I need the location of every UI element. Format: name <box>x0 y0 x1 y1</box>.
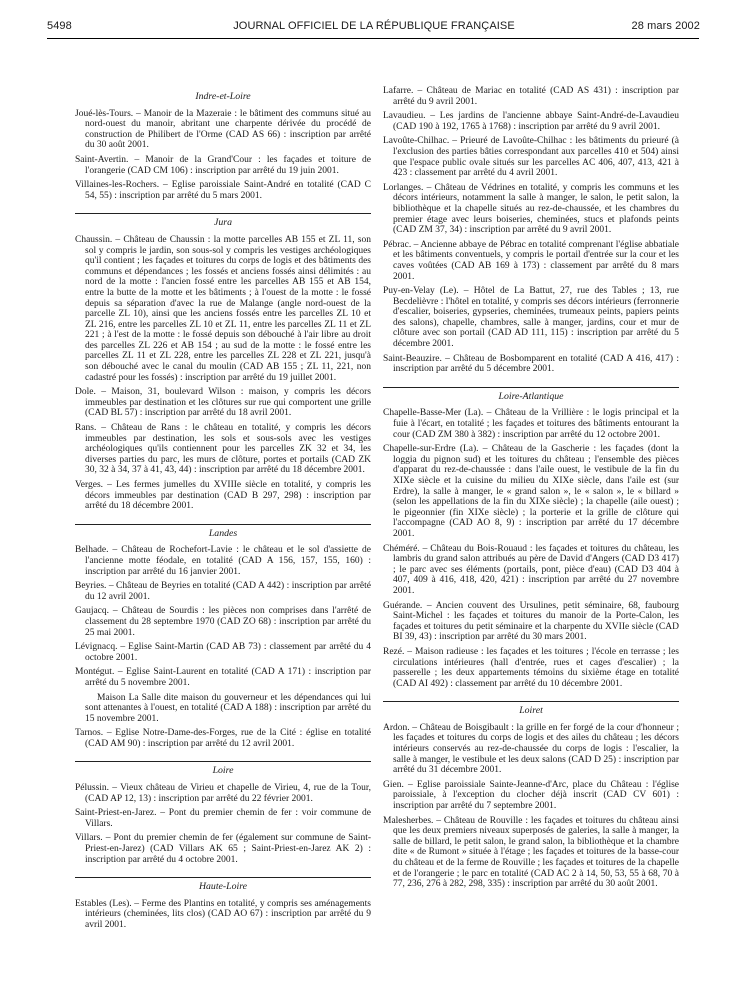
monument-entry: Ardon. – Château de Boisgibault : la grille en fer forgé de la cour d'honneur ; les façades et toitures du corps de logis et des ailes du château ; les décors intérieurs conservés au rez-de-chaussée du corps de logis : l'escalier, la salle à manger, le vestibule et les deux salons (CAD D 25) : inscription par arrêté du 31 décembre 2001. <box>383 722 679 776</box>
region-section <box>75 524 371 762</box>
issue-date: 28 mars 2002 <box>631 20 700 32</box>
left-column <box>75 90 371 943</box>
region-section <box>383 86 679 387</box>
region-section <box>383 701 679 902</box>
region-section <box>75 877 371 942</box>
region-heading: Jura <box>214 217 232 229</box>
monument-entry: Lévignacq. – Eglise Saint-Martin (CAD AB 73) : classement par arrêté du 4 octobre 2001. <box>75 642 371 663</box>
monument-entry: Pélussin. – Vieux château de Virieu et chapelle de Virieu, 4, rue de la Tour, (CAD AP 12, 13) : inscription par arrêté du 22 février 2001. <box>75 783 371 804</box>
region-heading: Landes <box>208 527 238 539</box>
section-gap <box>383 379 679 387</box>
monument-entry: Montégut. – Eglise Saint-Laurent en totalité (CAD A 171) : inscription par arrêté du 5 novembre 2001. <box>75 667 371 688</box>
section-gap <box>383 894 679 902</box>
monument-entry: Tarnos. – Eglise Notre-Dame-des-Forges, rue de la Cité : église en totalité (CAD AM 90) : inscription par arrêté du 12 avril 2001. <box>75 728 371 749</box>
monument-entry: Rans. – Château de Rans : le château en totalité, y compris les décors immeubles par destination, les sols et sous-sols avec les vestiges archéologiques qu'ils contiennent pour les parcelles ZK 32 et 34, les diverses parties du parc, les murs de clôture, portes et portails (CAD ZK 30, 32 à 34, 37 à 41, 43, 44) : inscription par arrêté du 18 décembre 2001. <box>75 423 371 476</box>
section-divider <box>75 877 371 878</box>
monument-entry: Pébrac. – Ancienne abbaye de Pébrac en totalité comprenant l'église abbatiale et les bâtiments conventuels, y compris le portail d'entrée sur la cour et les caves voûtées (CAD AB 169 à 173) : classement par arrêté du 8 mars 2001. <box>383 239 679 282</box>
monument-entry: Chapelle-Basse-Mer (La). – Château de la Vrillière : le logis principal et la fuie à l'écart, en totalité ; les façades et toitures des bâtiments entourant la cour (CAD ZM 380 à 382) : inscription par arrêté du 12 octobre 2001. <box>383 408 679 440</box>
section-gap <box>75 753 371 761</box>
section-divider <box>383 701 679 702</box>
section-gap <box>75 935 371 943</box>
section-gap <box>383 693 679 701</box>
monument-entry: Joué-lès-Tours. – Manoir de la Mazeraie : le bâtiment des communs situé au nord-ouest du manoir, abritant une charpente dérivée du procédé de construction de Philibert de l'Orme (CAD AS 66) : inscription par arrêté du 30 août 2001. <box>75 108 371 151</box>
monument-entry: Villars. – Pont du premier chemin de fer (également sur commune de Saint-Priest-en-Jarez) (CAD Villars AK 65 ; Saint-Priest-en-Jarez AK 2) : inscription par arrêté du 4 octobre 2001. <box>75 833 371 865</box>
monument-entry: Saint-Priest-en-Jarez. – Pont du premier chemin de fer : voir commune de Villars. <box>75 808 371 829</box>
monument-entry: Belhade. – Château de Rochefort-Lavie : le château et le sol d'assiette de l'ancienne motte féodale, en totalité (CAD A 156, 157, 155, 160) : inscription par arrêté du 16 janvier 2001. <box>75 545 371 577</box>
monument-entry: Gien. – Eglise paroissiale Sainte-Jeanne-d'Arc, place du Château : l'église paroissiale, à l'exception du clocher déjà inscrit (CAD CV 601) : inscription par arrêté du 7 septembre 2001. <box>383 779 679 812</box>
region-section <box>75 213 371 523</box>
monument-entry: Lavaudieu. – Les jardins de l'ancienne abbaye Saint-André-de-Lavaudieu (CAD 190 à 192, 1765 à 1768) : inscription par arrêté du 9 avril 2001. <box>383 111 679 132</box>
monument-entry: Gaujacq. – Château de Sourdis : les pièces non comprises dans l'arrêté de classement du 28 septembre 1970 (CAD ZO 68) : inscription par arrêté du 25 mai 2001. <box>75 606 371 638</box>
region-heading: Loiret <box>519 705 543 717</box>
region-section <box>75 92 371 213</box>
monument-entry: Puy-en-Velay (Le). – Hôtel de La Battut, 27, rue des Tables ; 13, rue Becdelièvre : l'hôtel en totalité, y compris ses décors intérieurs (ferronnerie d'escalier, boiseries, gypseries, cheminées, trumeaux peints, papiers peints des salons), chapelle, chambres, salle à manger, jardins, cour et mur de clôture avec son portail (CAD AD 111, 115) : inscription par arrêté du 5 décembre 2001. <box>383 286 679 350</box>
section-gap <box>75 205 371 213</box>
monument-entry: Beyries. – Château de Beyries en totalité (CAD A 442) : inscription par arrêté du 12 avril 2001. <box>75 581 371 602</box>
monument-entry: Chapelle-sur-Erdre (La). – Château de la Gascherie : les façades (dont la loggia du pignon sud) et les toitures du château ; l'ensemble des pièces d'apparat du rez-de-chaussée : dans l'aile ouest, le vestibule de la fin du XIXe siècle et la cuisine du milieu du XIXe siècle, dans l'aile est (sur Erdre), la salle à manger, le « grand salon », le « salon », le « billard » (selon les appellations de la fin du XIXe siècle) ; la chapelle (aile ouest) ; le pigeonnier (fin XIXe siècle) ; la porterie et la grille de clôture qui l'accompagne (CAD AO 8, 9) : inscription par arrêté du 17 décembre 2001. <box>383 444 679 539</box>
region-section <box>75 761 371 877</box>
monument-sub-entry: Maison La Salle dite maison du gouverneur et les dépendances qui lui sont attenantes à l'ouest, en totalité (CAD A 188) : inscription par arrêté du 15 novembre 2001. <box>85 692 371 724</box>
journal-title: JOURNAL OFFICIEL DE LA RÉPUBLIQUE FRANÇAISE <box>233 20 515 32</box>
monument-entry: Chéméré. – Château du Bois-Rouaud : les façades et toitures du château, les lambris du grand salon attribués au père de David d'Angers (CAD D3 417) ; le parc avec ses éléments (portails, pont, pièce d'eau) (CAD D3 404 à 407, 409 à 416, 418, 420, 421) : inscription par arrêté du 27 novembre 2001. <box>383 543 679 596</box>
monument-entry: Saint-Beauzire. – Château de Bosbomparent en totalité (CAD A 416, 417) : inscription par arrêté du 5 décembre 2001. <box>383 353 679 375</box>
monument-entry: Lorlanges. – Château de Védrines en totalité, y compris les communs et les décors intérieurs, notamment la salle à manger, le salon, le petit salon, la bibliothèque et la chapelle situés au rez-de-chaussée, et les chambres du premier étage avec leurs boiseries, cheminées, stucs et plafonds peints (CAD ZM 37, 34) : inscription par arrêté du 9 avril 2001. <box>383 182 679 236</box>
region-section <box>383 387 679 701</box>
section-gap <box>75 869 371 877</box>
section-divider <box>75 761 371 762</box>
section-divider <box>75 213 371 214</box>
page-number: 5498 <box>47 20 72 32</box>
right-column <box>383 86 679 902</box>
region-heading: Haute-Loire <box>198 881 248 893</box>
section-gap <box>75 516 371 524</box>
monument-entry: Villaines-les-Rochers. – Eglise paroissiale Saint-André en totalité (CAD C 54, 55) : inscription par arrêté du 5 mars 2001. <box>75 180 371 201</box>
region-heading: Loire-Atlantique <box>498 390 564 402</box>
monument-entry: Guérande. – Ancien couvent des Ursulines, petit séminaire, 68, faubourg Saint-Michel : les façades et toitures du manoir de la Porte-Calon, les façades et toitures du petit séminaire et la charpente du XVIIe siècle (CAD BI 39, 43) : inscription par arrêté du 30 mars 2001. <box>383 600 679 643</box>
monument-entry: Saint-Avertin. – Manoir de la Grand'Cour : les façades et toiture de l'orangerie (CAD CM 106) : inscription par arrêté du 19 juin 2001. <box>75 154 371 176</box>
monument-entry: Dole. – Maison, 31, boulevard Wilson : maison, y compris les décors immeubles par destination et les clôtures sur rue qui comportent une grille (CAD BL 57) : inscription par arrêté du 18 avril 2001. <box>75 387 371 419</box>
monument-entry: Chaussin. – Château de Chaussin : la motte parcelles AB 155 et ZL 11, son sol y compris le jardin, son sous-sol y compris les vestiges archéologiques qu'il contient ; les façades et toitures du corps de logis et des bâtiments des communs et dépendances ; les fossés et anciens fossés ainsi délimités : au nord de la motte : l'ancien fossé entre les parcelles AB 155 et AB 154, entre la butte de la motte et les bâtiments ; à l'ouest de la motte : le fossé depuis sa séparation d'avec la rue de Malange (angle nord-ouest de la parcelle ZL 10), ainsi que les anciens fossés entre les parcelles ZL 10 et ZL 216, entre les parcelles ZL 10 et ZL 11, entre les parcelles ZL 11 et ZL 221 ; à l'est de la motte : le fossé depuis son débouché à l'air libre au droit des parcelles ZL 226 et AB 154 ; au sud de la motte : le fossé entre les parcelles ZL 11 et ZL 228, entre les parcelles ZL 228 et ZL 221, jusqu'à son débouché avec le canal du moulin (CAD AB 155 ; ZL 11, 221, non cadastré pour les fossés) : inscription par arrêté du 19 juillet 2001. <box>75 234 371 383</box>
monument-entry: Verges. – Les fermes jumelles du XVIIIe siècle en totalité, y compris les décors immeubles par destination (CAD B 297, 298) : inscription par arrêté du 18 décembre 2001. <box>75 480 371 512</box>
section-divider <box>383 387 679 388</box>
section-divider <box>75 524 371 525</box>
monument-entry: Estables (Les). – Ferme des Plantins en totalité, y compris ses aménagements intérieurs (cheminées, lits clos) (CAD AO 67) : inscription par arrêté du 9 avril 2001. <box>75 898 371 930</box>
monument-entry: Lavoûte-Chilhac. – Prieuré de Lavoûte-Chilhac : les bâtiments du prieuré (à l'exclusion des parties bâties correspondant aux parcelles 410 et 504) ainsi que l'espace public ovale situés sur les parcelles AC 406, 407, 413, 421 à 423 : classement par arrêté du 4 avril 2001. <box>383 136 679 179</box>
region-heading: Loire <box>212 765 234 777</box>
header-rule <box>47 38 699 39</box>
monument-entry: Malesherbes. – Château de Rouville : les façades et toitures du château ainsi que les deux premiers niveaux superposés de galeries, la salle à manger, la salle de billard, le petit salon, le grand salon, la bibliothèque et la chambre dite « de Rumont » située à l'étage ; les façades et toitures de la basse-cour du château et de la ferme de Rouville ; les façades et toitures de la chapelle et de l'orangerie ; le parc en totalité (CAD AC 2 à 14, 50, 53, 55 à 68, 70 à 77, 236, 276 à 282, 298, 335) : inscription par arrêté du 30 août 2001. <box>383 815 679 890</box>
region-heading: Indre-et-Loire <box>195 91 251 102</box>
monument-entry: Rezé. – Maison radieuse : les façades et les toitures ; l'école en terrasse ; les circulations intérieures (hall d'entrée, rues et cages d'escalier) ; la passerelle ; les deux appartements témoins du sixième étage en totalité (CAD AI 492) : classement par arrêté du 10 décembre 2001. <box>383 646 679 689</box>
monument-entry: Lafarre. – Château de Mariac en totalité (CAD AS 431) : inscription par arrêté du 9 avril 2001. <box>383 86 679 107</box>
